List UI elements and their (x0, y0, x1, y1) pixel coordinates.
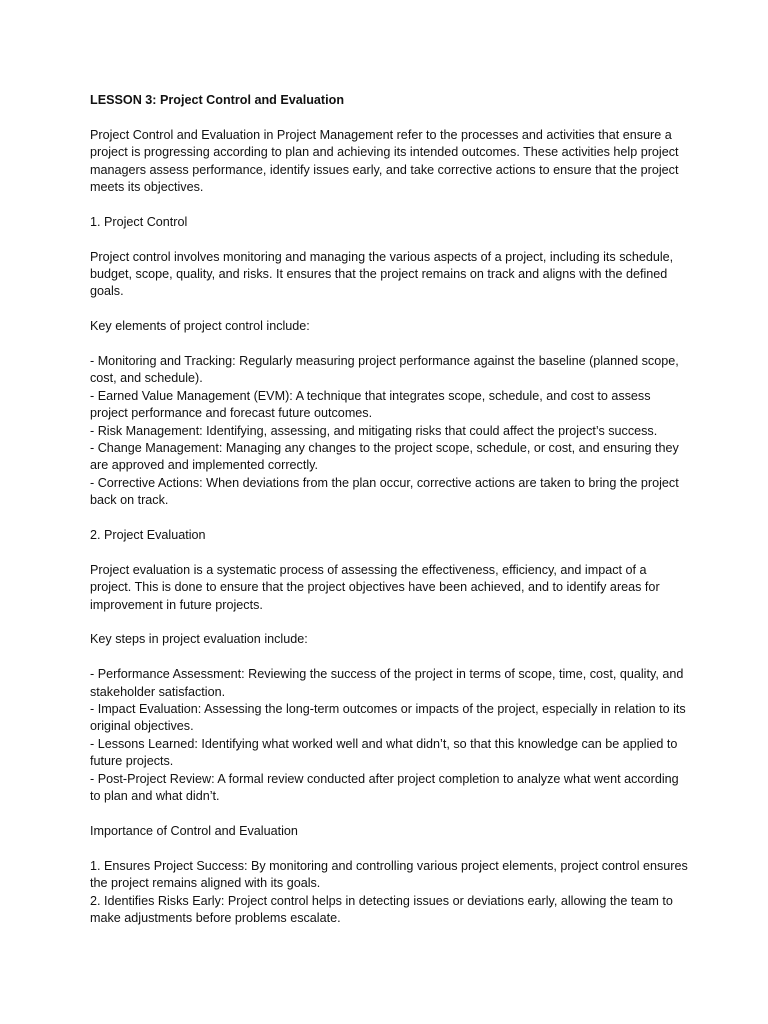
section1-list-intro: Key elements of project control include: (90, 319, 310, 334)
list-item: - Lessons Learned: Identifying what worked well and what didn’t, so that this knowledge can be applied to future projects. (90, 736, 678, 769)
list-item: - Risk Management: Identifying, assessing, and mitigating risks that could affect the project’s success. (90, 423, 658, 438)
list-item: 1. Ensures Project Success: By monitoring and controlling various project elements, project control ensures the project remains aligned with its goals. (90, 858, 688, 891)
intro-paragraph: Project Control and Evaluation in Project Management refer to the processes and activities that ensure a project is progressing according to plan and achieving its intended outcomes. These activities help project managers assess performance, identify issues early, and take corrective actions to ensure that the project meets its objectives. (90, 127, 679, 195)
document-page (90, 92, 690, 927)
list-item: - Monitoring and Tracking: Regularly measuring project performance against the baseline (planned scope, cost, and schedule). (90, 354, 679, 386)
section2-list-intro: Key steps in project evaluation include: (90, 632, 308, 647)
list-item: - Earned Value Management (EVM): A technique that integrates scope, schedule, and cost to assess project performance and forecast future outcomes. (90, 388, 651, 421)
list-item: - Impact Evaluation: Assessing the long-term outcomes or impacts of the project, especially in relation to its original objectives. (90, 702, 686, 734)
list-item: 2. Identifies Risks Early: Project control helps in detecting issues or deviations early, allowing the team to make adjustments before problems escalate. (90, 893, 673, 925)
section1-heading: 1. Project Control (90, 214, 188, 229)
list-item: - Corrective Actions: When deviations from the plan occur, corrective actions are taken to bring the project back on track. (90, 475, 679, 508)
section2-heading: 2. Project Evaluation (90, 528, 206, 543)
section3-heading: Importance of Control and Evaluation (90, 823, 298, 838)
section1-body: Project control involves monitoring and managing the various aspects of a project, including its schedule, budget, scope, quality, and risks. It ensures that the project remains on track and aligns with the defined goals. (90, 249, 674, 299)
list-item: - Change Management: Managing any changes to the project scope, schedule, or cost, and ensuring they are approved and implemented correctly. (90, 441, 679, 473)
section2-body: Project evaluation is a systematic process of assessing the effectiveness, efficiency, and impact of a project. This is done to ensure that the project objectives have been achieved, and to identify areas for improvement in future projects. (90, 562, 660, 612)
document-title: LESSON 3: Project Control and Evaluation (90, 93, 345, 107)
list-item: - Post-Project Review: A formal review conducted after project completion to analyze what went according to plan and what didn’t. (90, 771, 679, 804)
list-item: - Performance Assessment: Reviewing the success of the project in terms of scope, time, cost, quality, and stakeholder satisfaction. (90, 667, 684, 699)
